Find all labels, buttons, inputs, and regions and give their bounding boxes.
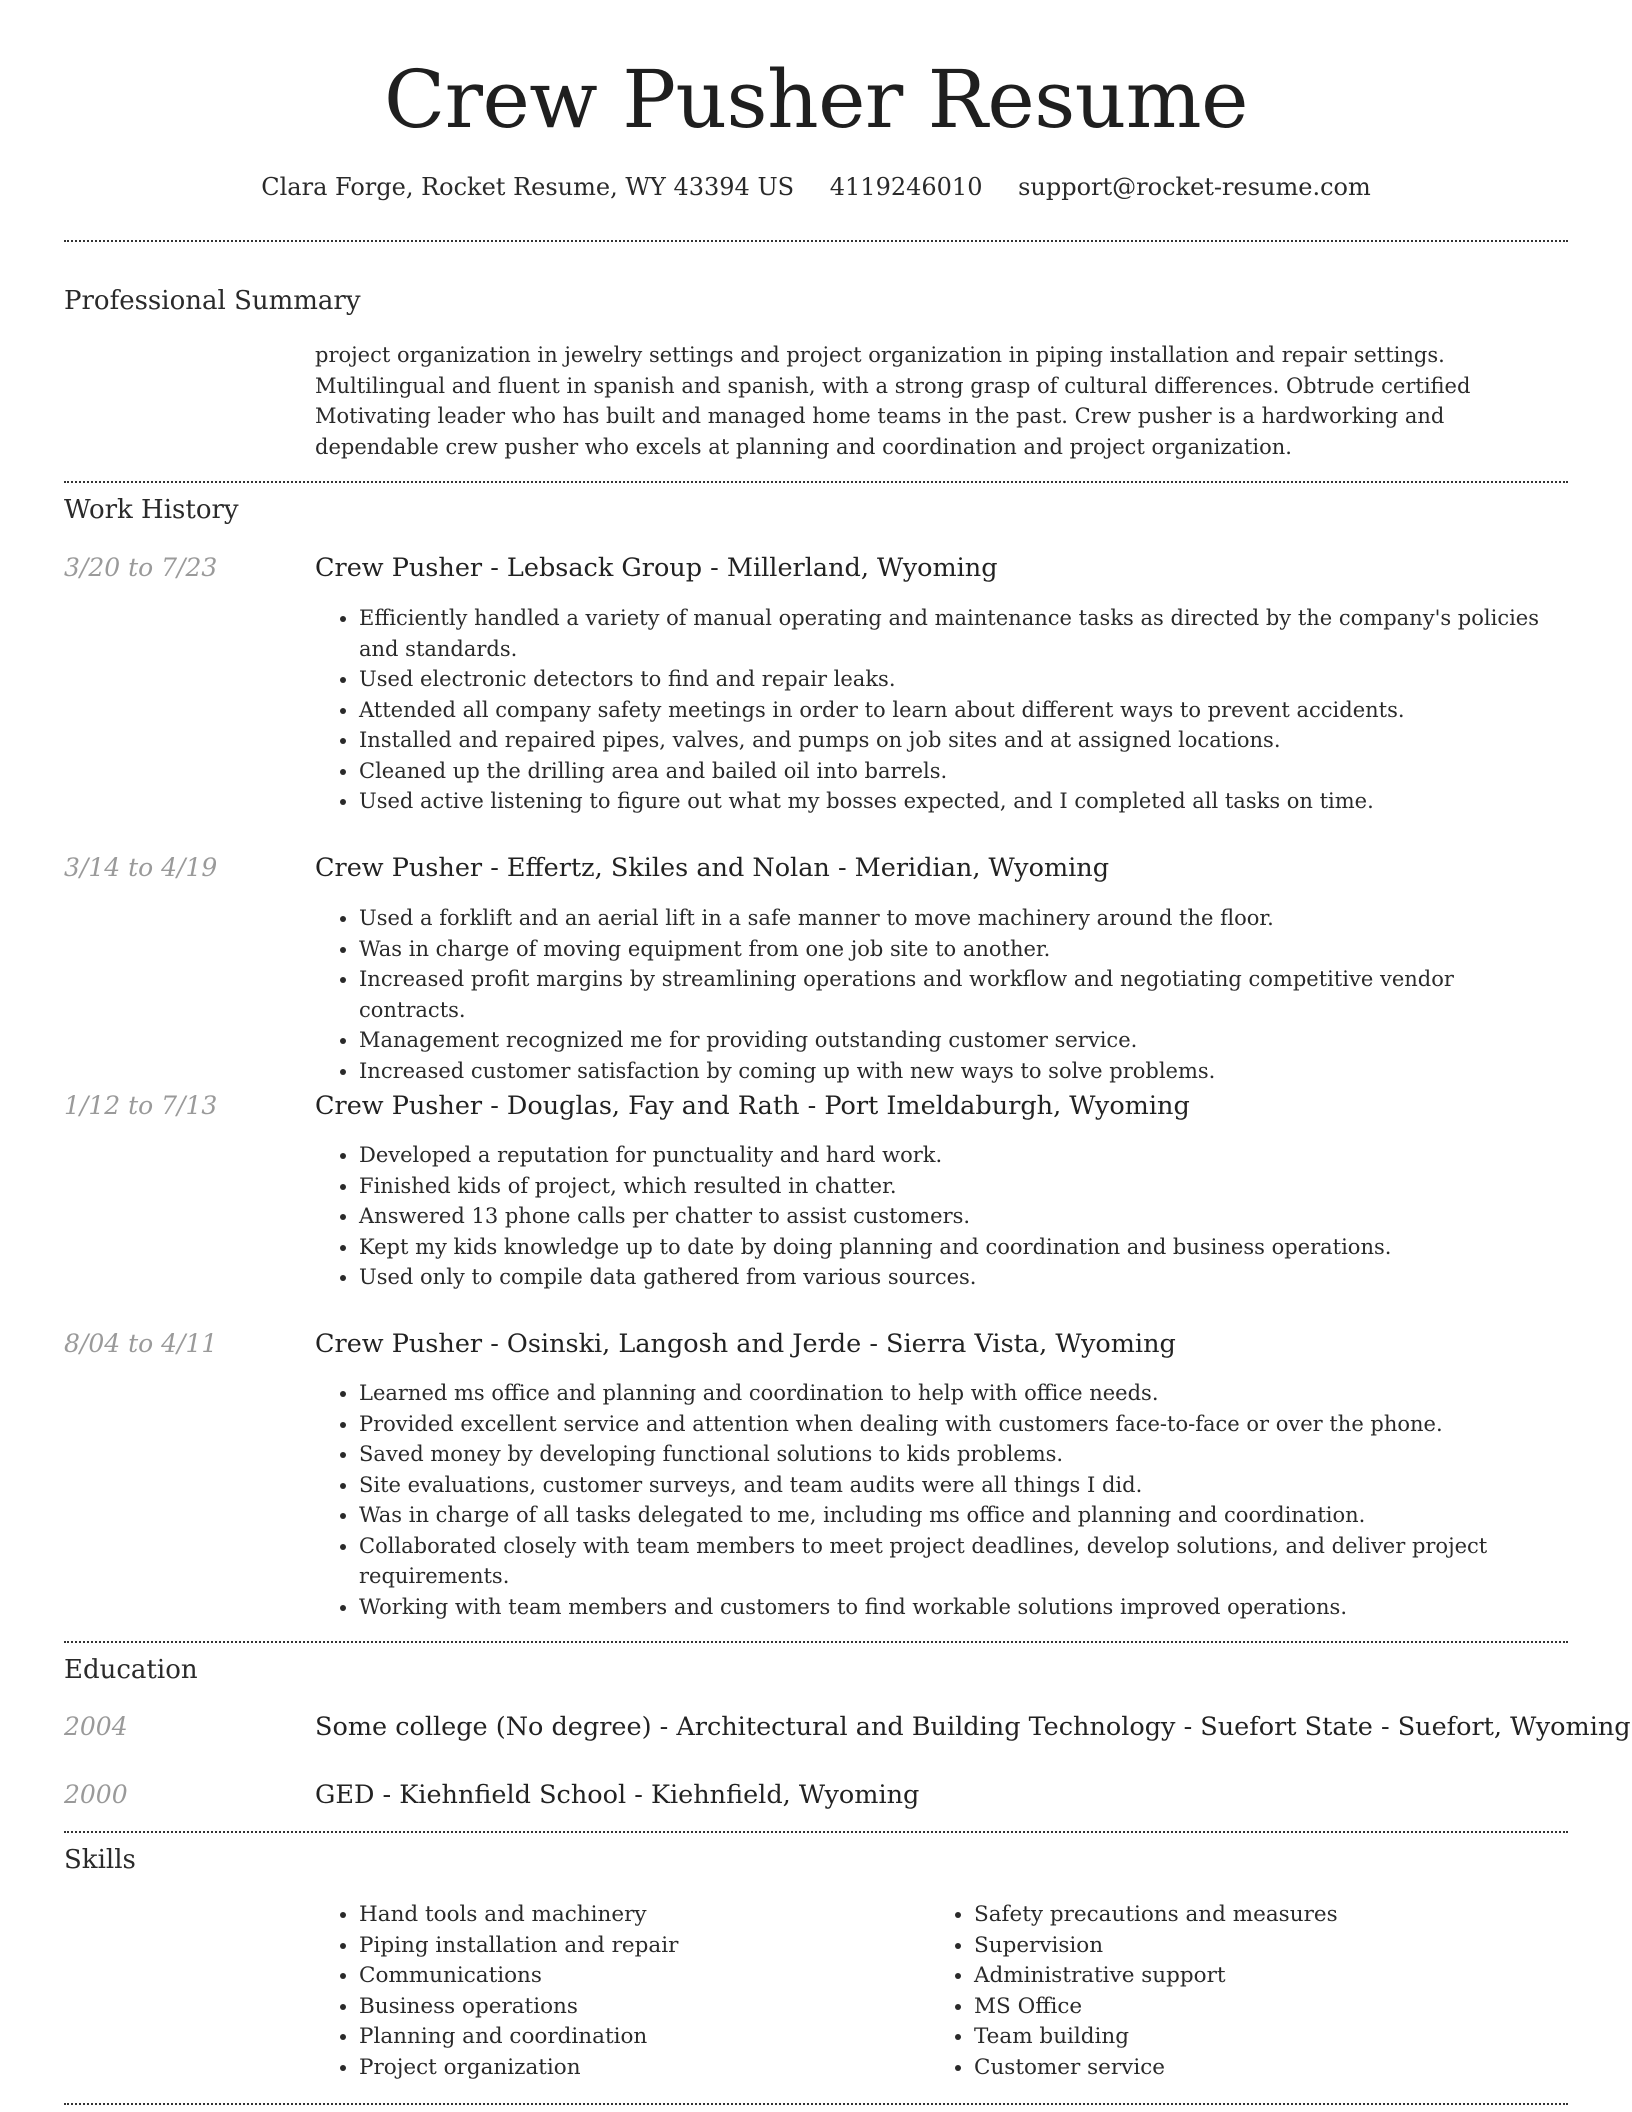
job-title: Crew Pusher - Effertz, Skiles and Nolan - Meridian, Wyoming [315, 853, 1110, 883]
job-duties-list [315, 603, 1555, 817]
list-item: • Developed a reputation for punctuality and hard work. [359, 1140, 1555, 1171]
resume-title: Crew Pusher Resume [383, 53, 1248, 146]
list-item: • Management recognized me for providing outstanding customer service. [359, 1025, 1555, 1056]
summary-text: project organization in jewelry settings and project organization in piping installation and repair settings. Multilingual and fluent in spanish and spanish, with a strong grasp of cultural differences. Obtrude certified Motivating leader who has built and managed home teams in the past. Crew pusher is a hardworking and dependable crew pusher who excels at planning and coordination and project organization. [315, 343, 1471, 459]
list-item: • Learned ms office and planning and coordination to help with office needs. [359, 1378, 1555, 1409]
job-duties-list [315, 1378, 1555, 1622]
skill-item: • Project organization [359, 2053, 875, 2084]
skill-item: • Planning and coordination [359, 2022, 875, 2053]
skill-item: • MS Office [974, 1992, 1490, 2023]
list-item: • Attended all company safety meetings in order to learn about different ways to prevent accidents. [359, 695, 1555, 726]
list-item: • Was in charge of all tasks delegated to me, including ms office and planning and coordination. [359, 1500, 1555, 1531]
education-heading: Education [64, 1655, 198, 1685]
list-item: • Used active listening to figure out what my bosses expected, and I completed all tasks on time. [359, 786, 1555, 817]
skill-item: • Hand tools and machinery [359, 1900, 875, 1931]
job-duties-list [315, 1140, 1555, 1293]
skill-item: • Administrative support [974, 1961, 1490, 1992]
contact-phone[interactable]: 4119246010 [829, 173, 983, 201]
job-dates: 3/20 to 7/23 [64, 553, 218, 582]
job-dates: 3/14 to 4/19 [64, 853, 218, 882]
work-history-heading: Work History [64, 495, 239, 525]
education-year: 2000 [64, 1780, 128, 1809]
list-item: • Used electronic detectors to find and repair leaks. [359, 664, 1555, 695]
skill-item: • Supervision [974, 1931, 1490, 1962]
job-duties-list [315, 903, 1555, 1086]
skills-heading: Skills [64, 1845, 136, 1875]
education-year: 2004 [64, 1712, 128, 1741]
list-item: • Finished kids of project, which resulted in chatter. [359, 1171, 1555, 1202]
job-title: Crew Pusher - Douglas, Fay and Rath - Port Imeldaburgh, Wyoming [315, 1091, 1190, 1121]
contact-address: Clara Forge, Rocket Resume, WY 43394 US [261, 173, 795, 201]
list-item: • Efficiently handled a variety of manual operating and maintenance tasks as directed by the company's policies and standards. [359, 603, 1555, 664]
education-entry: Some college (No degree) - Architectural and Building Technology - Suefort State - Suefort, Wyoming [315, 1712, 1631, 1742]
job-title: Crew Pusher - Osinski, Langosh and Jerde - Sierra Vista, Wyoming [315, 1329, 1176, 1359]
summary-heading: Professional Summary [64, 286, 361, 316]
list-item: • Working with team members and customers to find workable solutions improved operations. [359, 1592, 1555, 1623]
contact-email[interactable]: support@rocket-resume.com [1018, 173, 1371, 201]
list-item: • Installed and repaired pipes, valves, and pumps on job sites and at assigned locations. [359, 725, 1555, 756]
list-item: • Saved money by developing functional solutions to kids problems. [359, 1439, 1555, 1470]
job-dates: 8/04 to 4/11 [64, 1329, 218, 1358]
list-item: • Provided excellent service and attention when dealing with customers face-to-face or over the phone. [359, 1409, 1555, 1440]
divider [64, 240, 1568, 242]
job-dates: 1/12 to 7/13 [64, 1091, 218, 1120]
job-title: Crew Pusher - Lebsack Group - Millerland, Wyoming [315, 553, 998, 583]
skill-item: • Safety precautions and measures [974, 1900, 1490, 1931]
divider [64, 481, 1568, 483]
skill-item: • Business operations [359, 1992, 875, 2023]
skills-list-left [315, 1900, 875, 2083]
list-item: • Kept my kids knowledge up to date by doing planning and coordination and business operations. [359, 1232, 1555, 1263]
divider [64, 1831, 1568, 1833]
list-item: • Increased profit margins by streamlining operations and workflow and negotiating competitive vendor contracts. [359, 964, 1555, 1025]
contact-line [0, 170, 1632, 204]
divider [64, 2103, 1568, 2105]
list-item: • Cleaned up the drilling area and bailed oil into barrels. [359, 756, 1555, 787]
list-item: • Was in charge of moving equipment from one job site to another. [359, 934, 1555, 965]
education-entry: GED - Kiehnfield School - Kiehnfield, Wyoming [315, 1780, 920, 1810]
skill-item: • Team building [974, 2022, 1490, 2053]
list-item: • Answered 13 phone calls per chatter to assist customers. [359, 1201, 1555, 1232]
list-item: • Increased customer satisfaction by coming up with new ways to solve problems. [359, 1056, 1555, 1087]
list-item: • Site evaluations, customer surveys, and team audits were all things I did. [359, 1470, 1555, 1501]
list-item: • Collaborated closely with team members to meet project deadlines, develop solutions, and deliver project requirements. [359, 1531, 1555, 1592]
skill-item: • Piping installation and repair [359, 1931, 875, 1962]
skill-item: • Customer service [974, 2053, 1490, 2084]
skills-list-right [930, 1900, 1490, 2083]
list-item: • Used only to compile data gathered from various sources. [359, 1262, 1555, 1293]
skill-item: • Communications [359, 1961, 875, 1992]
divider [64, 1641, 1568, 1643]
list-item: • Used a forklift and an aerial lift in a safe manner to move machinery around the floor. [359, 903, 1555, 934]
